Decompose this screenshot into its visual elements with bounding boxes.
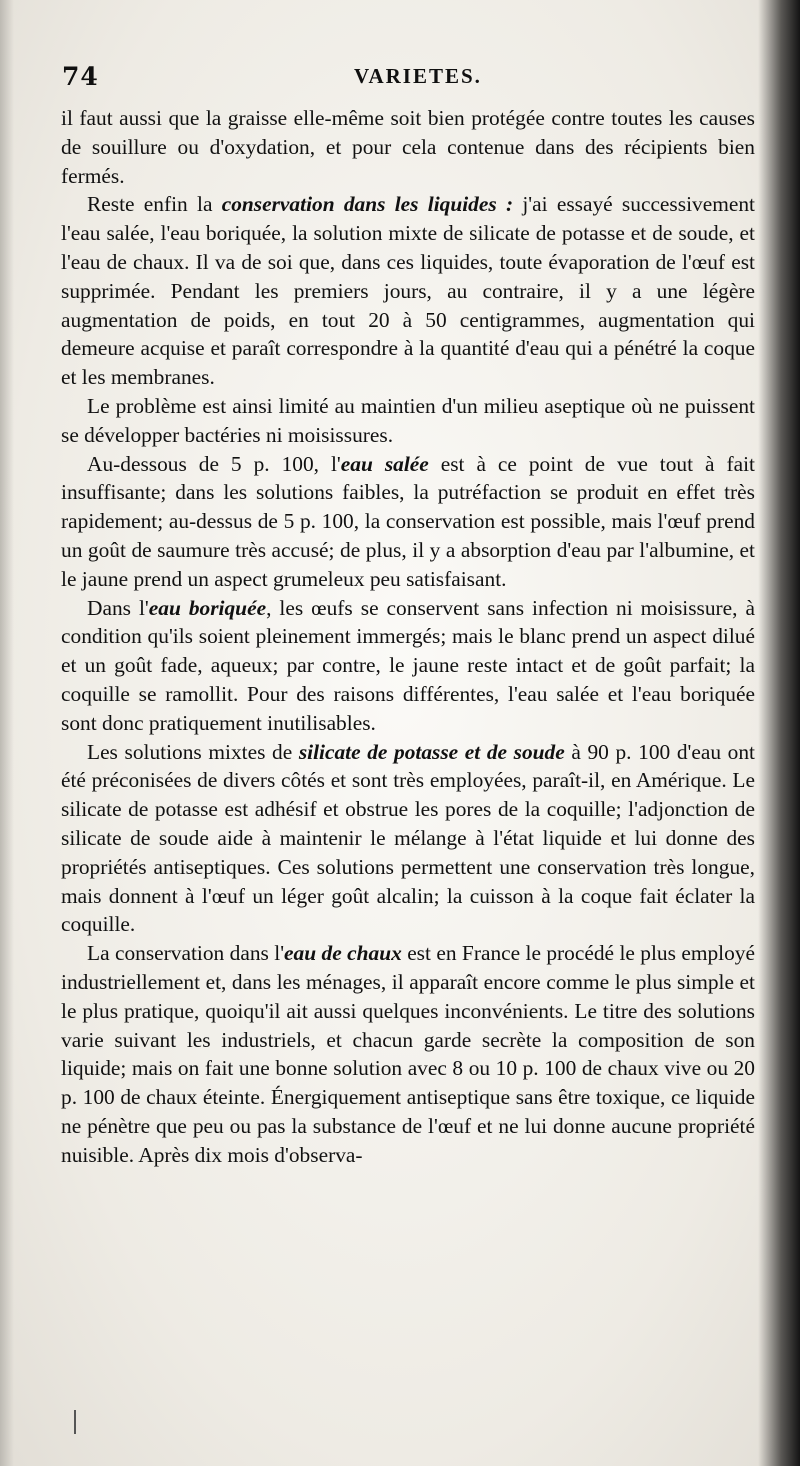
italic-term: eau de chaux — [284, 941, 402, 966]
scan-speck — [74, 1410, 76, 1434]
paragraph — [61, 939, 755, 1169]
paragraph — [61, 594, 755, 738]
text-run: Les solutions mixtes de — [87, 739, 299, 764]
text-run: , les œufs se conservent sans infection ni moisissure, à condition qu'ils soient pleinement immergés; mais le blanc prend un aspect dilué et un goût fade, aqueux; par contre, le jaune reste intact et de goût parfait; la coquille se ramollit. Pour des raisons différentes, l'eau salée et l'eau boriquée sont donc pratiquement inutilisables. — [61, 595, 756, 735]
italic-term: eau salée — [340, 451, 429, 476]
italic-term: conservation dans les liquides : — [221, 192, 514, 217]
page-number: 74 — [62, 62, 99, 91]
italic-term: eau boriquée — [148, 595, 267, 620]
binding-shadow — [758, 0, 800, 1466]
text-run: est en France le procédé le plus employé industriellement et, dans les ménages, il apparaît encore comme le plus simple et le plus pratique, quoiqu'il ait aussi quelques inconvénients. Le titre des solutions varie suivant les industriels, et chacun garde secrète la composition de son liquide; mais on fait une bonne solution avec 8 ou 10 p. 100 de chaux vive ou 20 p. 100 de chaux éteinte. Énergiquement antiseptique sans être toxique, ce liquide ne pénètre que peu ou pas la substance de l'œuf et ne lui donne aucune propriété nuisible. Après dix mois d'observa- — [61, 941, 755, 1167]
body-text — [61, 104, 755, 1169]
italic-term: silicate de potasse et de soude — [298, 739, 565, 764]
paragraph — [61, 392, 755, 450]
text-run: j'ai essayé successivement l'eau salée, l'eau boriquée, la solution mixte de silicate de potasse et de soude, et l'eau de chaux. Il va de soi que, dans ces liquides, toute évaporation de l'œuf est supprimée. Pendant les premiers jours, au contraire, il y a une légère augmentation de poids, en tout 20 à 50 centigrammes, augmentation qui demeure acquise et paraît correspondre à la quantité d'eau qui a pénétré la coque et les membranes. — [61, 192, 755, 390]
text-run: Dans l' — [87, 595, 149, 620]
text-run: est à ce point de vue tout à fait insuffisante; dans les solutions faibles, la putréfaction se produit en effet très rapidement; au-dessus de 5 p. 100, la conservation est possible, mais l'œuf prend un goût de saumure très accusé; de plus, il y a absorption d'eau par l'albumine, et le jaune prend un aspect grumeleux peu satisfaisant. — [61, 451, 755, 591]
running-head: VARIETES. — [354, 64, 482, 88]
text-run: à 90 p. 100 d'eau ont été préconisées de divers côtés et sont très employées, paraît-il, en Amérique. Le silicate de potasse est adhésif et obstrue les pores de la coquille; l'adjonction de silicate de soude aide à maintenir le mélange à l'état liquide et lui donne des propriétés antiseptiques. Ces solutions permettent une conservation très longue, mais donnent à l'œuf un léger goût alcalin; la cuisson à la coque fait éclater la coquille. — [61, 739, 755, 937]
text-run: La conservation dans l' — [87, 941, 285, 966]
paragraph — [61, 104, 755, 190]
text-run: Reste enfin la — [87, 192, 222, 217]
text-run: Le problème est ainsi limité au maintien d'un milieu aseptique où ne puissent se développer bactéries ni moisissures. — [61, 393, 755, 447]
page-header — [62, 62, 752, 102]
paragraph — [61, 738, 755, 940]
paragraph — [61, 450, 755, 594]
page-left-edge — [0, 0, 14, 1466]
paragraph — [61, 190, 755, 392]
text-run: Au-dessous de 5 p. 100, l' — [87, 451, 341, 476]
text-run: il faut aussi que la graisse elle-même soit bien protégée contre toutes les causes de souillure ou d'oxydation, et pour cela contenue dans des récipients bien fermés. — [61, 106, 755, 188]
